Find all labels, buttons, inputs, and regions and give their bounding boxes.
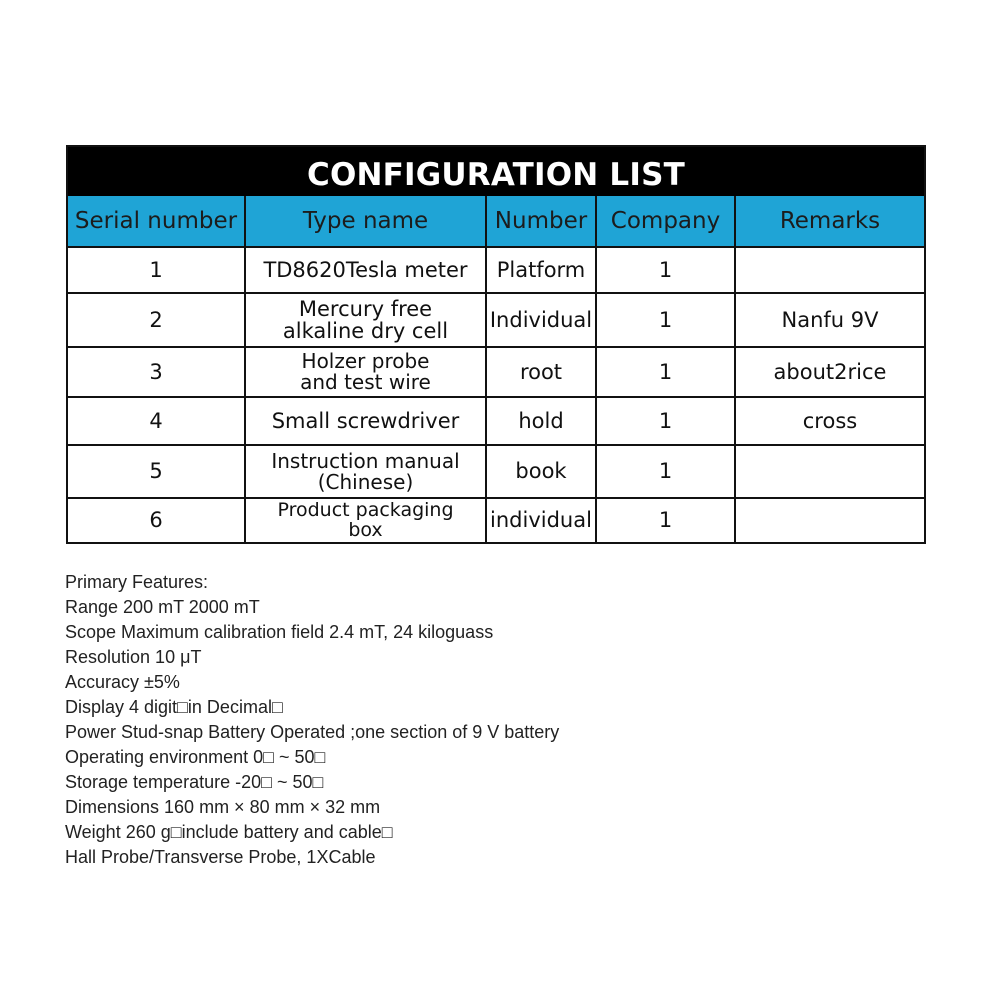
feature-line: Operating environment 0□ ~ 50□ <box>65 747 326 767</box>
feature-line: Resolution 10 μT <box>65 647 202 667</box>
table-row <box>68 347 924 397</box>
cell-number: hold <box>486 397 596 445</box>
feature-line: Weight 260 g□include battery and cable□ <box>65 822 393 842</box>
configuration-list-title: CONFIGURATION LIST <box>68 147 924 196</box>
column-header-remarks: Remarks <box>735 196 924 247</box>
table-row <box>68 397 924 445</box>
column-header-serial: Serial number <box>68 196 245 247</box>
cell-company: 1 <box>596 445 735 498</box>
cell-type-line2: box <box>348 518 383 541</box>
cell-type-line1: Product packaging <box>277 498 454 521</box>
features-heading: Primary Features: <box>65 572 209 592</box>
cell-remarks: cross <box>735 397 924 445</box>
cell-serial: 6 <box>68 498 245 542</box>
cell-type <box>245 498 486 542</box>
cell-number: individual <box>486 498 596 542</box>
cell-type <box>245 347 486 397</box>
cell-remarks: Nanfu 9V <box>735 293 924 347</box>
configuration-table <box>68 196 924 542</box>
feature-line: Display 4 digit□in Decimal□ <box>65 697 283 717</box>
cell-serial: 2 <box>68 293 245 347</box>
column-header-company: Company <box>596 196 735 247</box>
cell-company: 1 <box>596 347 735 397</box>
cell-remarks <box>735 445 924 498</box>
cell-type-line2: (Chinese) <box>317 469 414 494</box>
cell-number: Platform <box>486 247 596 293</box>
cell-serial: 4 <box>68 397 245 445</box>
column-header-type: Type name <box>245 196 486 247</box>
table-row <box>68 293 924 347</box>
cell-type <box>245 445 486 498</box>
cell-type-line1: Holzer probe <box>301 349 430 373</box>
primary-features <box>65 570 965 870</box>
feature-line: Range 200 mT 2000 mT <box>65 597 260 617</box>
table-header-row <box>68 196 924 247</box>
cell-type <box>245 247 486 293</box>
table-row <box>68 247 924 293</box>
feature-line: Hall Probe/Transverse Probe, 1XCable <box>65 847 376 867</box>
feature-line: Storage temperature -20□ ~ 50□ <box>65 772 324 792</box>
cell-company: 1 <box>596 397 735 445</box>
cell-serial: 3 <box>68 347 245 397</box>
cell-remarks <box>735 498 924 542</box>
cell-serial: 1 <box>68 247 245 293</box>
cell-type-line1: Small screwdriver <box>271 408 460 433</box>
cell-type <box>245 293 486 347</box>
cell-type-line2: alkaline dry cell <box>282 319 449 343</box>
cell-number: root <box>486 347 596 397</box>
cell-type-line1: Instruction manual <box>271 448 460 473</box>
cell-type <box>245 397 486 445</box>
cell-type-line1: TD8620Tesla meter <box>263 257 468 282</box>
cell-type-line2: and test wire <box>300 370 431 394</box>
table-row <box>68 445 924 498</box>
cell-serial: 5 <box>68 445 245 498</box>
cell-company: 1 <box>596 498 735 542</box>
feature-line: Dimensions 160 mm × 80 mm × 32 mm <box>65 797 381 817</box>
configuration-list <box>66 145 926 544</box>
feature-line: Scope Maximum calibration field 2.4 mT, 24 kiloguass <box>65 622 494 642</box>
cell-remarks <box>735 247 924 293</box>
column-header-number: Number <box>486 196 596 247</box>
cell-number: book <box>486 445 596 498</box>
table-row <box>68 498 924 542</box>
cell-type-line1: Mercury free <box>298 296 433 321</box>
feature-line: Accuracy ±5% <box>65 672 180 692</box>
feature-line: Power Stud-snap Battery Operated ;one section of 9 V battery <box>65 722 560 742</box>
cell-remarks: about2rice <box>735 347 924 397</box>
cell-number: Individual <box>486 293 596 347</box>
cell-company: 1 <box>596 247 735 293</box>
cell-company: 1 <box>596 293 735 347</box>
